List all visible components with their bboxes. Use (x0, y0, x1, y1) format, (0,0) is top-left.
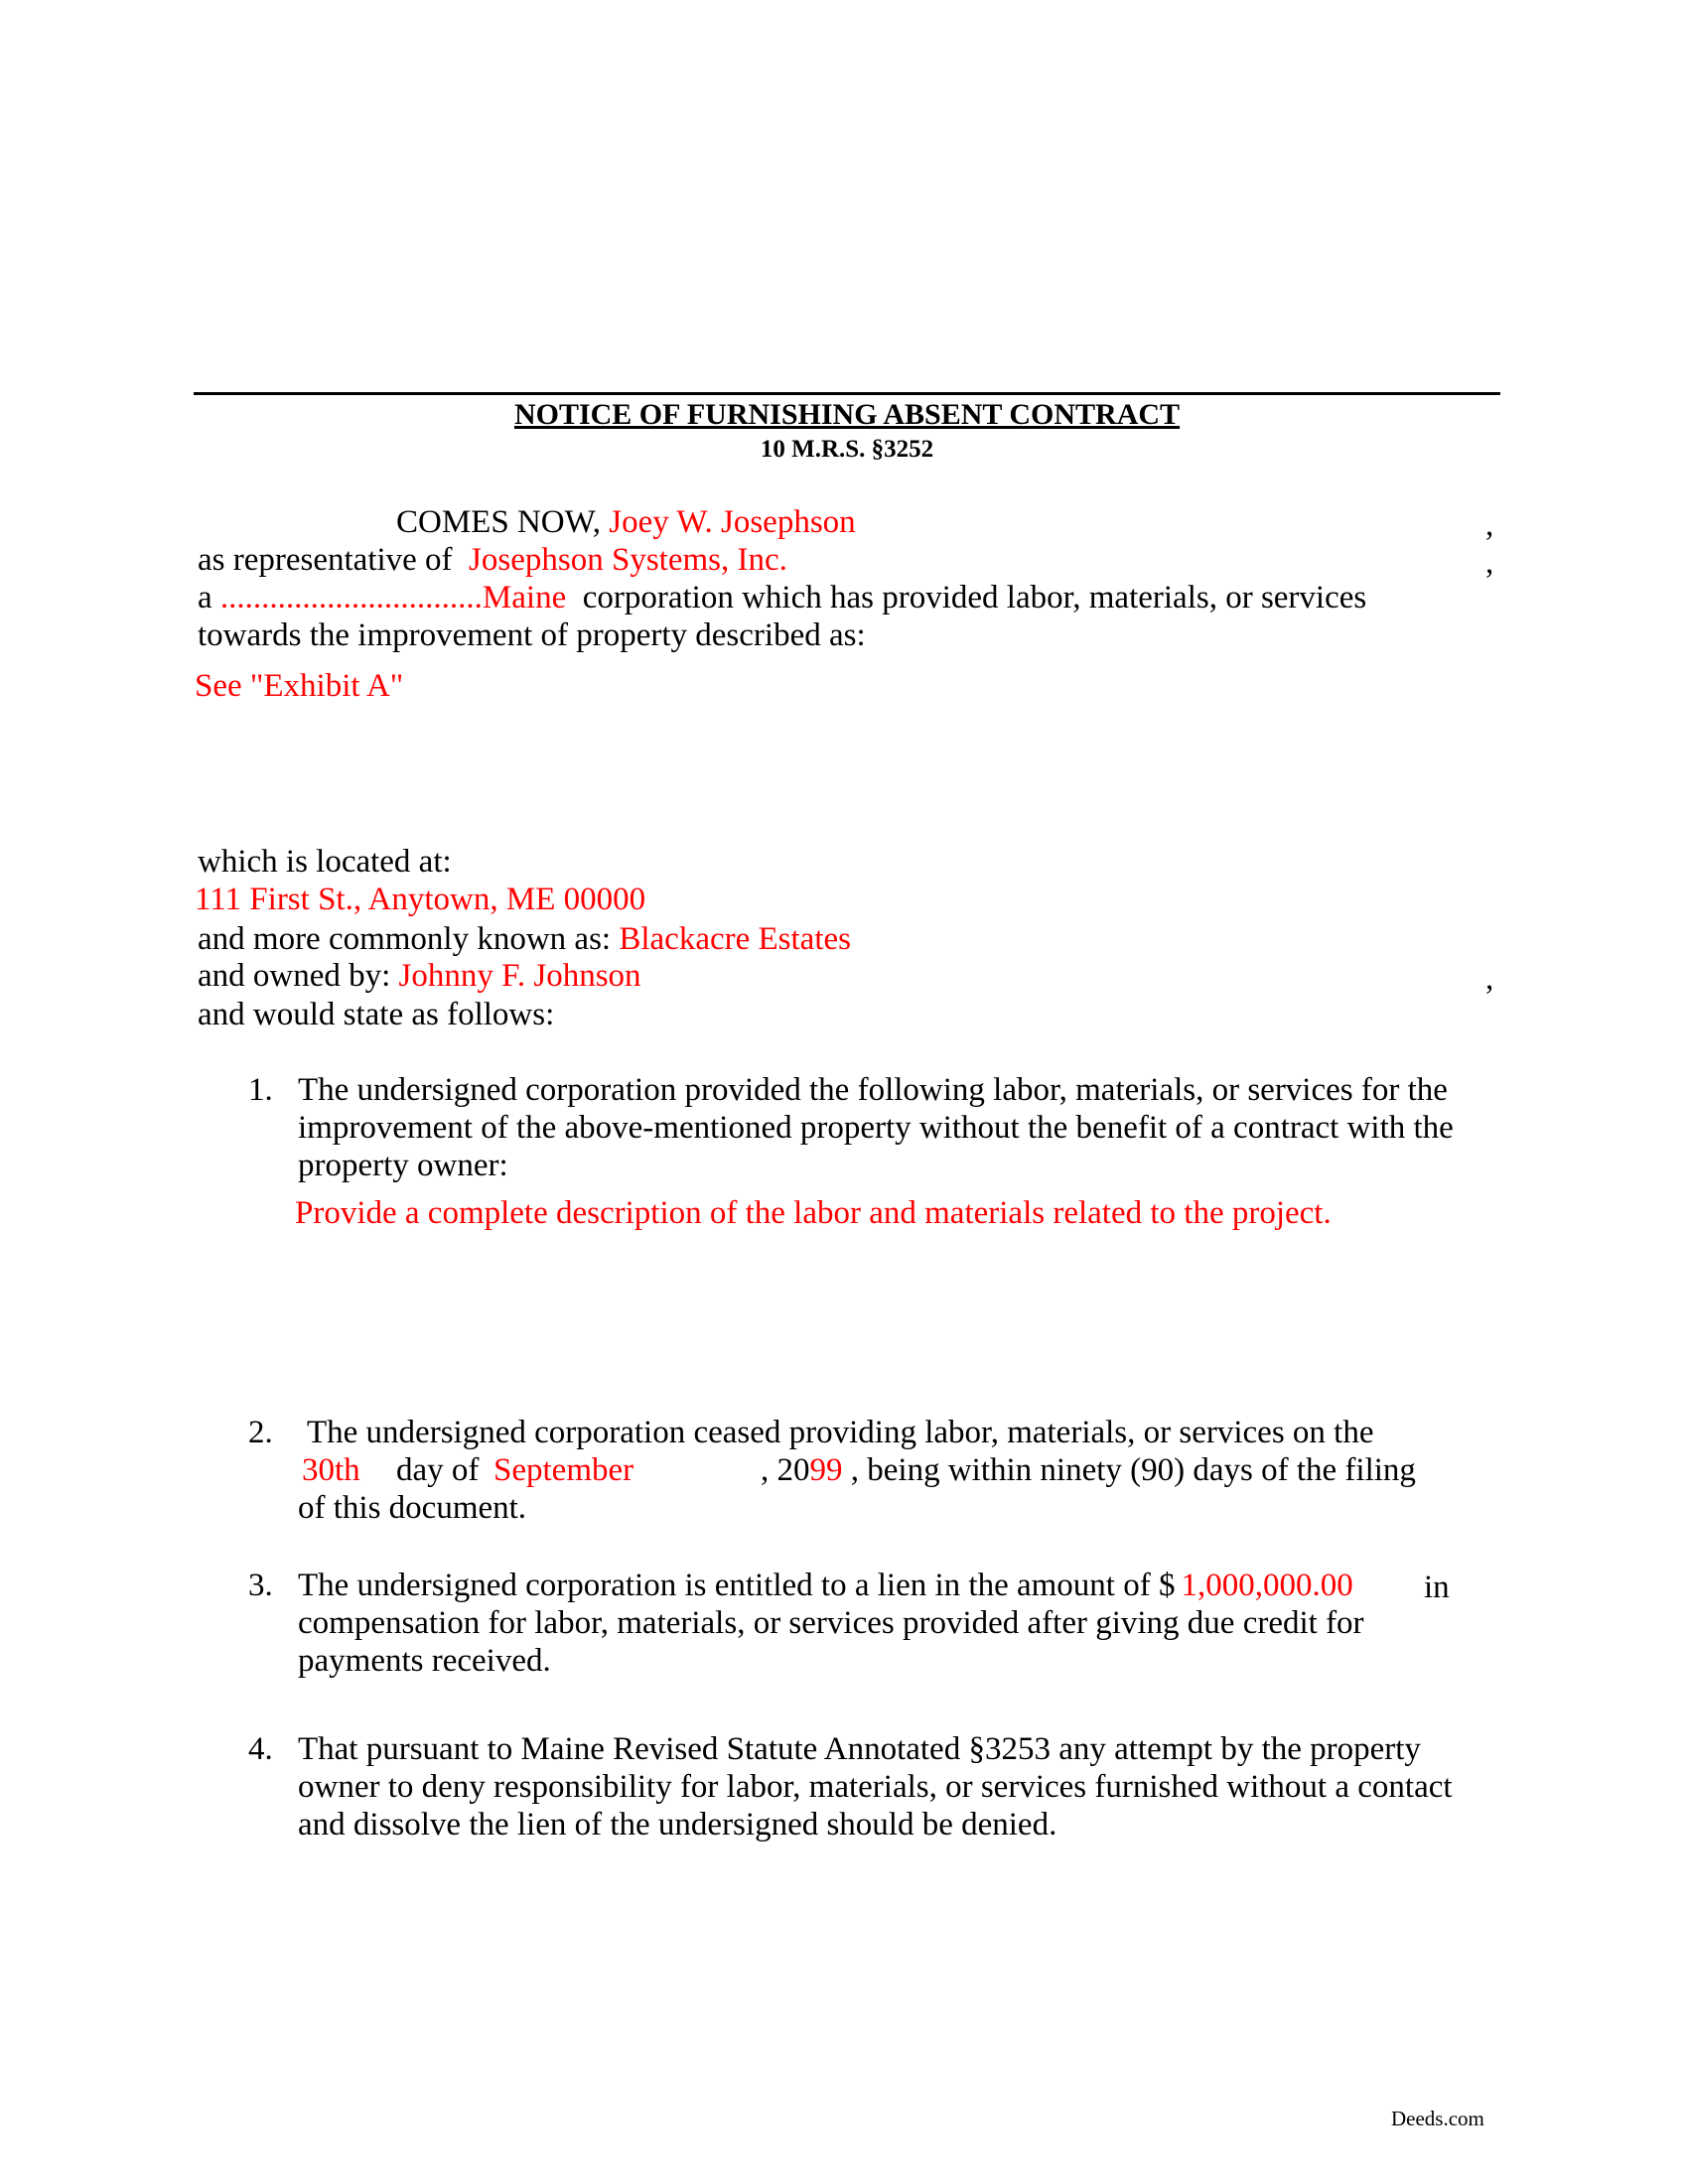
ceased-year: 99 (809, 1452, 843, 1488)
common-name: Blackacre Estates (619, 921, 851, 957)
item-4-line-3: and dissolve the lien of the undersigned should be denied. (298, 1807, 1057, 1843)
item-3-number: 3. (248, 1568, 273, 1603)
item-1-line-1: The undersigned corporation provided the following labor, materials, or services for the (298, 1072, 1448, 1108)
year-prefix: , 20 (761, 1452, 810, 1488)
item-2-number: 2. (248, 1415, 273, 1450)
item-4-line-1: That pursuant to Maine Revised Statute Annotated §3253 any attempt by the property (298, 1731, 1421, 1767)
item-3-line-1-start: The undersigned corporation is entitled to a lien in the amount of $ (298, 1568, 1176, 1603)
article-a: a (198, 580, 212, 615)
document-title: NOTICE OF FURNISHING ABSENT CONTRACT (513, 398, 1181, 431)
day-of-label: day of (396, 1452, 480, 1488)
state-of-incorporation: Maine (482, 580, 567, 615)
known-as-line (198, 920, 851, 958)
property-address: 111 First St., Anytown, ME 00000 (195, 882, 646, 917)
footer-brand: Deeds.com (1391, 2107, 1484, 2130)
state-follows-line: and would state as follows: (198, 997, 555, 1032)
located-at-label: which is located at: (198, 844, 452, 880)
comma-3: , (1485, 961, 1494, 997)
item-2-line-2-rest: , being within ninety (90) days of the filing (850, 1452, 1416, 1488)
item-3-line-1-end: in (1424, 1570, 1450, 1605)
representative-label: as representative of (198, 542, 453, 578)
statute-reference: 10 M.R.S. §3252 (760, 436, 934, 463)
towards-line: towards the improvement of property described as: (198, 617, 866, 653)
item-4-line-2: owner to deny responsibility for labor, materials, or services furnished without a contact (298, 1769, 1453, 1805)
item-1-line-2: improvement of the above-mentioned property without the benefit of a contract with the (298, 1110, 1454, 1146)
lien-amount: 1,000,000.00 (1181, 1568, 1353, 1603)
ceased-day: 30th (302, 1452, 360, 1488)
owned-by-line (198, 957, 641, 995)
top-rule (194, 392, 1500, 395)
known-as-label: and more commonly known as: (198, 921, 612, 957)
item-2-line-1: The undersigned corporation ceased providing labor, materials, or services on the (307, 1415, 1374, 1450)
item-2-line-3: of this document. (298, 1490, 527, 1526)
comes-now-label: COMES NOW, (396, 504, 601, 540)
comes-now-line (396, 503, 856, 541)
comma-2: , (1485, 545, 1494, 581)
item-3-line-3: payments received. (298, 1643, 551, 1679)
state-dots: ................................ (219, 580, 483, 615)
company-name: Josephson Systems, Inc. (469, 542, 787, 578)
claimant-name: Joey W. Josephson (609, 504, 856, 540)
item-2-line-2 (761, 1451, 1416, 1489)
property-description: See "Exhibit A" (195, 668, 404, 704)
property-owner: Johnny F. Johnson (398, 958, 641, 994)
ceased-month: September (493, 1452, 634, 1488)
item-3-line-1 (298, 1567, 1353, 1604)
item-3-line-2: compensation for labor, materials, or services provided after giving due credit for (298, 1605, 1364, 1641)
owned-by-label: and owned by: (198, 958, 391, 994)
item-1-labor-description: Provide a complete description of the labor and materials related to the project. (295, 1195, 1332, 1231)
representative-line (198, 541, 787, 579)
item-1-line-3: property owner: (298, 1148, 508, 1183)
item-4-number: 4. (248, 1731, 273, 1767)
item-1-number: 1. (248, 1072, 273, 1108)
corporation-line (198, 579, 1366, 616)
comma-1: , (1485, 507, 1494, 543)
corporation-text: corporation which has provided labor, materials, or services (582, 580, 1367, 615)
